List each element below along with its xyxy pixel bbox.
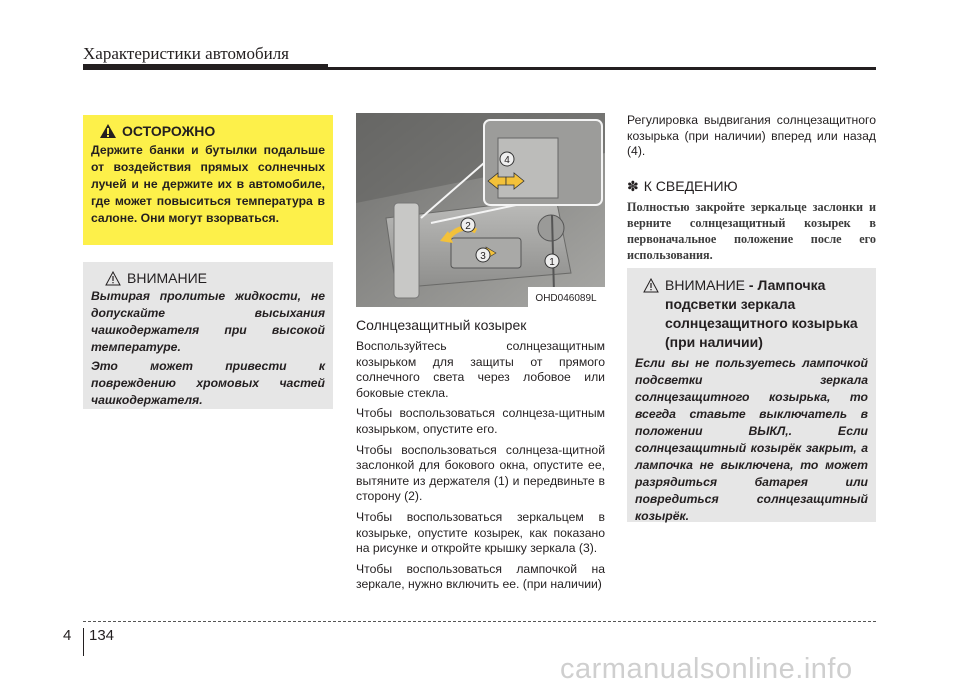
footer-separator bbox=[83, 628, 84, 656]
caution-box bbox=[83, 115, 333, 245]
sunvisor-paragraph: Чтобы воспользоваться солнцеза-щитной заслонкой для бокового окна, опустите ее, вытяните из держателя (1) и передвиньте в сторону (2). bbox=[356, 442, 605, 504]
footer-rule bbox=[83, 621, 876, 622]
warning1-title: ВНИМАНИЕ bbox=[127, 270, 208, 286]
warning2-text: Если вы не пользуетесь лампочкой подсветки зеркала солнцезащитного козырька, то всегда ставьте выключатель в положении ВЫКЛ,. Если солнцезащитный козырёк закрыт, а лампочка не выключена, то может разрядиться батарея или повредиться солнцезащитный козырёк. bbox=[635, 356, 868, 523]
notice-mark-icon: ✽ bbox=[627, 177, 639, 194]
sunvisor-illustration bbox=[356, 113, 605, 307]
page-number: 134 bbox=[89, 627, 115, 644]
sunvisor-paragraph: Чтобы воспользоваться солнцеза-щитным козырьком, опустите его. bbox=[356, 406, 605, 436]
page-header-title: Характеристики автомобиля bbox=[83, 44, 289, 63]
sunvisor-paragraph: Воспользуйтесь солнцезащитным козырьком для защиты от прямого солнечного света через лобовое или боковые стекла. bbox=[356, 339, 605, 400]
callout-1: 1 bbox=[549, 257, 555, 268]
warning2-subtitle: - Лампочка подсветки зеркала солнцезащитного козырька (при наличии) bbox=[665, 277, 858, 350]
warning-outline-icon bbox=[643, 278, 659, 293]
sunvisor-heading: Солнцезащитный козырек bbox=[356, 317, 527, 333]
header-rule bbox=[83, 67, 876, 70]
warning-triangle-icon bbox=[99, 123, 117, 139]
callout-2: 2 bbox=[465, 221, 471, 232]
callout-4: 4 bbox=[504, 155, 510, 166]
notice-title: К СВЕДЕНИЮ bbox=[643, 177, 738, 194]
caution-text: Держите банки и бутылки подальше от воздействия прямых солнечных лучей и не держите их в автомобиле, где может повыситься температура в салоне. Они могут взорваться. bbox=[91, 143, 325, 225]
sunvisor-section bbox=[356, 317, 605, 598]
warning1-paragraph-1: Вытирая пролитые жидкости, не допускайте высыхания чашкодержателя при высокой температуре. bbox=[91, 289, 325, 354]
column-3 bbox=[627, 113, 876, 263]
sunvisor-paragraph: Чтобы воспользоваться зеркальцем в козырьке, опустите козырек, как показано на рисунке и откройте крышку зеркала (3). bbox=[356, 509, 605, 556]
watermark: carmanualsonline.info bbox=[560, 653, 853, 685]
chapter-number: 4 bbox=[63, 627, 72, 644]
notice-text: Полностью закройте зеркальце заслонки и верните солнцезащитный козырек в первоначальное положение после его использования. bbox=[627, 199, 876, 262]
warning-outline-icon bbox=[105, 271, 121, 286]
warning-box-mirror-lamp bbox=[627, 268, 876, 522]
warning2-title: ВНИМАНИЕ bbox=[665, 277, 746, 293]
warning1-paragraph-2: Это может привести к повреждению хромовых частей чашкодержателя. bbox=[91, 359, 325, 407]
caution-title: ОСТОРОЖНО bbox=[122, 123, 216, 139]
adjust-text: Регулировка выдвигания солнцезащитного козырька (при наличии) вперед или назад (4). bbox=[627, 113, 876, 159]
sunvisor-paragraph: Чтобы воспользоваться лампочкой на зеркале, нужно включить ее. (при наличии) bbox=[356, 561, 605, 592]
warning-box-cupholder bbox=[83, 262, 333, 409]
figure-code: OHD046089L bbox=[535, 293, 597, 304]
callout-3: 3 bbox=[480, 251, 486, 262]
notice-heading bbox=[627, 178, 876, 195]
